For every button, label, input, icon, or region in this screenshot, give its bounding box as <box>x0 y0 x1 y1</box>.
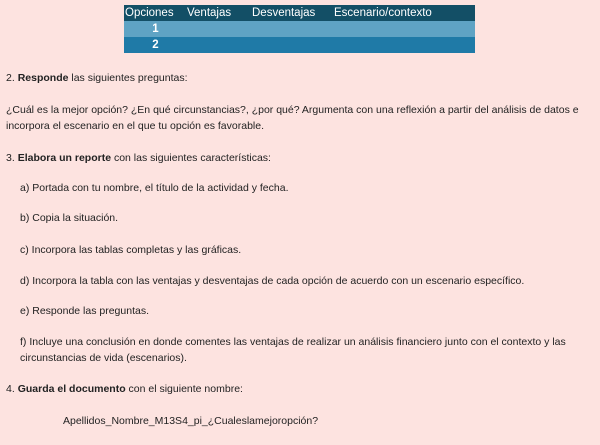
options-table-container <box>124 5 475 53</box>
header-ventajas: Ventajas <box>187 7 232 19</box>
table-row <box>124 37 475 53</box>
subitem-a: a) Portada con tu nombre, el título de la actividad y fecha. <box>20 182 289 194</box>
header-escenario: Escenario/contexto <box>334 7 432 19</box>
filename-text: Apellidos_Nombre_M13S4_pi_¿Cualeslamejoropción? <box>63 415 319 427</box>
item-3-number: 3. <box>6 152 15 164</box>
table-cell <box>334 21 475 37</box>
subitem-e: e) Responde las preguntas. <box>20 305 149 317</box>
subitem-c: c) Incorpora las tablas completas y las gráficas. <box>20 244 242 256</box>
item-2-number: 2. <box>6 72 15 84</box>
subitem-f: f) Incluye una conclusión en donde comentes las ventajas de realizar un análisis financiero junto con el contexto y las circunstancias de vida (escenarios). <box>20 336 566 364</box>
table-cell <box>252 21 334 37</box>
table-header-row <box>124 5 475 21</box>
options-table <box>124 5 475 53</box>
item-3-bold: Elabora un reporte <box>17 152 112 164</box>
item-2-text: las siguientes preguntas: <box>68 72 188 84</box>
header-opciones: Opciones <box>125 7 174 19</box>
item-2-bold: Responde <box>17 72 69 84</box>
item-4-instruction <box>6 381 592 397</box>
item-3-text: con las siguientes características: <box>111 152 271 164</box>
table-cell <box>252 37 334 53</box>
subitem-d: d) Incorpora la tabla con las ventajas y desventajas de cada opción de acuerdo con un escenario específico. <box>20 275 525 287</box>
table-cell <box>187 37 252 53</box>
item-4-text: con el siguiente nombre: <box>125 383 243 395</box>
item-2-instruction <box>6 70 592 86</box>
table-cell-option: 2 <box>152 39 159 51</box>
item-3-instruction <box>6 150 592 166</box>
item-4-bold: Guarda el documento <box>17 383 126 395</box>
subitem-b: b) Copia la situación. <box>20 212 119 224</box>
header-desventajas: Desventajas <box>252 7 316 19</box>
table-cell-option: 1 <box>152 23 159 35</box>
question-paragraph: ¿Cuál es la mejor opción? ¿En qué circunstancias?, ¿por qué? Argumenta con una reflexión a partir del análisis de datos e incorpora el escenario en el que tu opción es favorable. <box>6 104 579 132</box>
table-cell <box>334 37 475 53</box>
item-4-number: 4. <box>6 383 15 395</box>
table-row <box>124 21 475 37</box>
table-cell <box>187 21 252 37</box>
